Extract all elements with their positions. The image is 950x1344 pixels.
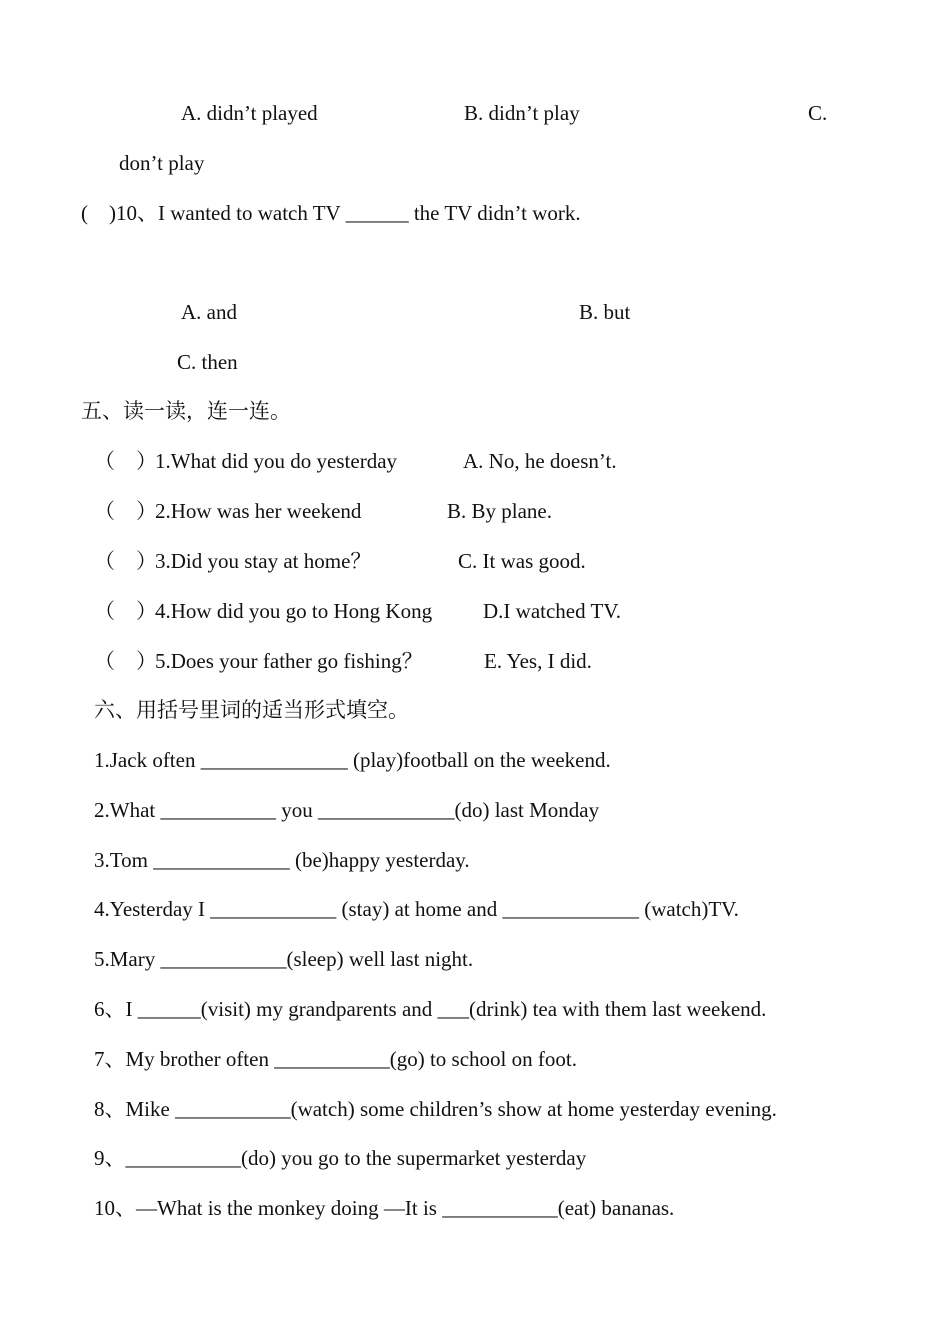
section6-title: 六、用括号里词的适当形式填空。 (94, 698, 409, 722)
match-answer: D.I watched TV. (483, 599, 622, 623)
match-answer: C. It was good. (458, 549, 586, 573)
match-bracket: （ ） (94, 599, 157, 623)
fill-blank-item: 1.Jack often ______________ (play)football on the weekend. (94, 748, 611, 772)
match-bracket: （ ） (94, 549, 157, 573)
match-answer: A. No, he doesn’t. (463, 449, 617, 473)
q10-stem: ( )10、I wanted to watch TV ______ the TV didn’t work. (81, 201, 581, 225)
fill-blank-item: 4.Yesterday I ____________ (stay) at home and _____________ (watch)TV. (94, 897, 739, 921)
fill-blank-item: 6、I ______(visit) my grandparents and ___(drink) tea with them last weekend. (94, 997, 767, 1021)
q10-option-c: C. then (177, 350, 238, 374)
q9-option-a: A. didn’t played (181, 101, 318, 125)
fill-blank-item: 7、My brother often ___________(go) to school on foot. (94, 1047, 577, 1071)
match-bracket: （ ） (94, 499, 157, 523)
match-question: 5.Does your father go fishing？ (155, 649, 423, 673)
fill-blank-item: 3.Tom _____________ (be)happy yesterday. (94, 848, 470, 872)
section5-title: 五、读一读，连一连。 (81, 399, 291, 423)
match-question: 4.How did you go to Hong Kong (155, 599, 433, 623)
fill-blank-item: 9、___________(do) you go to the supermarket yesterday (94, 1146, 587, 1170)
match-bracket: （ ） (94, 649, 157, 673)
q10-option-a: A. and (181, 300, 237, 324)
fill-blank-item: 2.What ___________ you _____________(do) last Monday (94, 798, 600, 822)
q9-option-c-text: don’t play (119, 151, 205, 175)
q9-option-b: B. didn’t play (464, 101, 580, 125)
match-question: 1.What did you do yesterday (155, 449, 398, 473)
match-question: 3.Did you stay at home？ (155, 549, 372, 573)
match-answer: B. By plane. (447, 499, 552, 523)
q10-option-b: B. but (579, 300, 631, 324)
match-bracket: （ ） (94, 449, 157, 473)
fill-blank-item: 10、—What is the monkey doing —It is ___________(eat) bananas. (94, 1196, 675, 1220)
q9-option-c-label: C. (808, 101, 828, 125)
match-answer: E. Yes, I did. (484, 649, 592, 673)
fill-blank-item: 8、Mike ___________(watch) some children’s show at home yesterday evening. (94, 1097, 777, 1121)
fill-blank-item: 5.Mary ____________(sleep) well last night. (94, 947, 474, 971)
match-question: 2.How was her weekend (155, 499, 362, 523)
